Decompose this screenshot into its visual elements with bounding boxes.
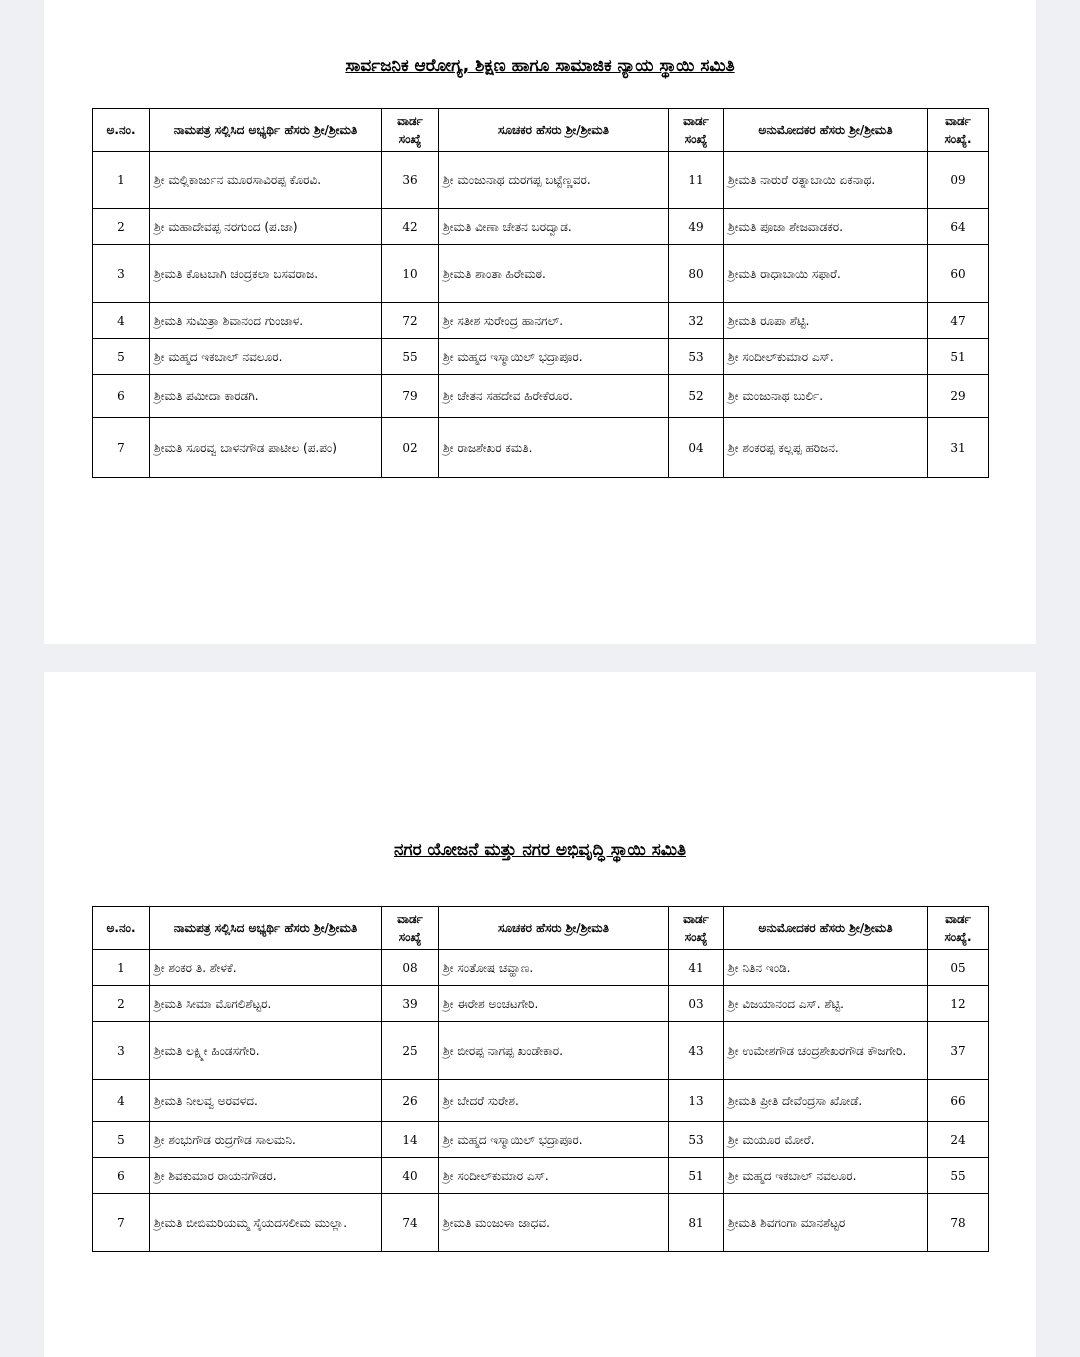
table-header-row: [93, 907, 989, 950]
proposer-cell: ಶ್ರೀ ಸಂತೋಷ ಚವ್ಹಾಣ.: [439, 950, 669, 986]
serial-cell: 5: [93, 339, 150, 375]
ward-cell: 80: [669, 245, 724, 303]
proposer-cell: ಶ್ರೀ ಬೀರಪ್ಪ ನಾಗಪ್ಪ ಖಂಡೇಕಾರ.: [439, 1022, 669, 1080]
ward-cell: 79: [382, 375, 439, 418]
proposer-cell: ಶ್ರೀ ಮಹ್ಮದ ಇಸ್ಮಾಯಿಲ್ ಭದ್ರಾಪೂರ.: [439, 1122, 669, 1158]
table-row: [93, 1158, 989, 1194]
serial-cell: 6: [93, 375, 150, 418]
header-ward: ವಾರ್ಡ ಸಂಖ್ಯೆ: [669, 109, 724, 152]
seconder-cell: ಶ್ರೀ ವಿಜಯಾನಂದ ಎಸ್. ಶೆಟ್ಟಿ.: [724, 986, 928, 1022]
ward-cell: 51: [669, 1158, 724, 1194]
ward-cell: 81: [669, 1194, 724, 1252]
table-row: [93, 986, 989, 1022]
proposer-cell: ಶ್ರೀ ರಾಜಶೇಖರ ಕಮತಿ.: [439, 418, 669, 478]
header-ward: ವಾರ್ಡ ಸಂಖ್ಯೆ: [669, 907, 724, 950]
ward-cell: 60: [928, 245, 989, 303]
ward-cell: 24: [928, 1122, 989, 1158]
table-row: [93, 303, 989, 339]
table-row: [93, 1194, 989, 1252]
ward-cell: 40: [382, 1158, 439, 1194]
candidate-cell: ಶ್ರೀಮತಿ ಬೀಬಿಮರಿಯಮ್ಮ ಸೈಯದಸಲೀಮ ಮುಲ್ಲಾ.: [150, 1194, 382, 1252]
table-row: [93, 245, 989, 303]
seconder-cell: ಶ್ರೀ ಉಮೇಶಗೌಡ ಚಂದ್ರಶೇಖರಗೌಡ ಕೌಜಗೇರಿ.: [724, 1022, 928, 1080]
seconder-cell: ಶ್ರೀ ಮಹ್ಮದ ಇಕಬಾಲ್ ನವಲೂರ.: [724, 1158, 928, 1194]
serial-cell: 6: [93, 1158, 150, 1194]
candidate-cell: ಶ್ರೀ ಶಂಭುಗೌಡ ರುದ್ರಗೌಡ ಸಾಲಮನಿ.: [150, 1122, 382, 1158]
seconder-cell: ಶ್ರೀಮತಿ ನಾರುರೆ ರತ್ನಾಬಾಯಿ ಏಕನಾಥ.: [724, 152, 928, 209]
header-serial: ಅ.ನಂ.: [93, 109, 150, 152]
seconder-cell: ಶ್ರೀಮತಿ ರೂಪಾ ಶೆಟ್ಟಿ.: [724, 303, 928, 339]
candidate-cell: ಶ್ರೀ ಶಂಕರ ತಿ. ಶೇಳಕೆ.: [150, 950, 382, 986]
header-ward: ವಾರ್ಡ ಸಂಖ್ಯೆ.: [928, 109, 989, 152]
seconder-cell: ಶ್ರೀಮತಿ ಪೂಜಾ ಶೇಜವಾಡಕರ.: [724, 209, 928, 245]
table-row: [93, 339, 989, 375]
table-row: [93, 1080, 989, 1122]
header-seconder: ಅನುಮೋದಕರ ಹೆಸರು ಶ್ರೀ/ಶ್ರೀಮತಿ: [724, 109, 928, 152]
ward-cell: 05: [928, 950, 989, 986]
seconder-cell: ಶ್ರೀ ಶಂಕರಪ್ಪ ಕಲ್ಲಪ್ಪ ಹರಿಜನ.: [724, 418, 928, 478]
ward-cell: 13: [669, 1080, 724, 1122]
candidate-cell: ಶ್ರೀಮತಿ ಸುಮಿತ್ರಾ ಶಿವಾನಂದ ಗುಂಜಾಳ.: [150, 303, 382, 339]
candidate-cell: ಶ್ರೀಮತಿ ಸೂರವ್ವ ಬಾಳನಗೌಡ ಪಾಟೀಲ (ಪ.ಪಂ): [150, 418, 382, 478]
ward-cell: 39: [382, 986, 439, 1022]
ward-cell: 02: [382, 418, 439, 478]
ward-cell: 29: [928, 375, 989, 418]
proposer-cell: ಶ್ರೀ ಸತೀಶ ಸುರೇಂದ್ರ ಹಾನಗಲ್.: [439, 303, 669, 339]
serial-cell: 1: [93, 152, 150, 209]
ward-cell: 42: [382, 209, 439, 245]
ward-cell: 72: [382, 303, 439, 339]
table-row: [93, 1122, 989, 1158]
seconder-cell: ಶ್ರೀ ಮಂಜುನಾಥ ಬುರ್ಲಿ.: [724, 375, 928, 418]
ward-cell: 51: [928, 339, 989, 375]
ward-cell: 55: [928, 1158, 989, 1194]
seconder-cell: ಶ್ರೀಮತಿ ರಾಧಾಬಾಯಿ ಸಫಾರೆ.: [724, 245, 928, 303]
proposer-cell: ಶ್ರೀಮತಿ ಮಂಜುಳಾ ಜಾಧವ.: [439, 1194, 669, 1252]
header-candidate: ನಾಮಪತ್ರ ಸಲ್ಲಿಸಿದ ಅಭ್ಯರ್ಥಿ ಹೆಸರು ಶ್ರೀ/ಶ್ರೀಮತಿ: [150, 109, 382, 152]
ward-cell: 49: [669, 209, 724, 245]
ward-cell: 26: [382, 1080, 439, 1122]
seconder-cell: ಶ್ರೀ ನಿತಿನ ಇಂಡಿ.: [724, 950, 928, 986]
table-row: [93, 950, 989, 986]
header-ward: ವಾರ್ಡ ಸಂಖ್ಯೆ.: [928, 907, 989, 950]
header-proposer: ಸೂಚಕರ ಹೆಸರು ಶ್ರೀ/ಶ್ರೀಮತಿ: [439, 907, 669, 950]
ward-cell: 09: [928, 152, 989, 209]
ward-cell: 14: [382, 1122, 439, 1158]
header-ward: ವಾರ್ಡ ಸಂಖ್ಯೆ: [382, 907, 439, 950]
proposer-cell: ಶ್ರೀ ಮಂಜುನಾಥ ದುರಗಪ್ಪ ಬಟ್ಟೆಣ್ಣವರ.: [439, 152, 669, 209]
ward-cell: 25: [382, 1022, 439, 1080]
candidate-cell: ಶ್ರೀ ಶಿವಕುಮಾರ ರಾಯನಗೌಡರ.: [150, 1158, 382, 1194]
header-candidate: ನಾಮಪತ್ರ ಸಲ್ಲಿಸಿದ ಅಭ್ಯರ್ಥಿ ಹೆಸರು ಶ್ರೀ/ಶ್ರೀಮತಿ: [150, 907, 382, 950]
ward-cell: 37: [928, 1022, 989, 1080]
header-serial: ಅ.ನಂ.: [93, 907, 150, 950]
table-row: [93, 152, 989, 209]
proposer-cell: ಶ್ರೀ ಈರೇಶ ಅಂಚಟಗೇರಿ.: [439, 986, 669, 1022]
proposer-cell: ಶ್ರೀಮತಿ ಶಾಂತಾ ಹಿರೇಮಠ.: [439, 245, 669, 303]
serial-cell: 3: [93, 245, 150, 303]
seconder-cell: ಶ್ರೀ ಮಯೂರ ಮೋರೆ.: [724, 1122, 928, 1158]
serial-cell: 4: [93, 1080, 150, 1122]
committee-title-urban-planning: ನಗರ ಯೋಜನೆ ಮತ್ತು ನಗರ ಅಭಿವೃದ್ಧಿ ಸ್ಥಾಯಿ ಸಮಿತಿ: [393, 840, 687, 860]
ward-cell: 78: [928, 1194, 989, 1252]
serial-cell: 7: [93, 1194, 150, 1252]
table-header-row: [93, 109, 989, 152]
candidate-cell: ಶ್ರೀ ಮಹ್ಮದ ಇಕಬಾಲ್ ನವಲೂರ.: [150, 339, 382, 375]
ward-cell: 08: [382, 950, 439, 986]
proposer-cell: ಶ್ರೀ ಬೇದರೆ ಸುರೇಶ.: [439, 1080, 669, 1122]
serial-cell: 2: [93, 209, 150, 245]
committee-table-health-education: [92, 108, 989, 478]
table-row: [93, 375, 989, 418]
ward-cell: 55: [382, 339, 439, 375]
candidate-cell: ಶ್ರೀ ಮಹಾದೇವಪ್ಪ ನರಗುಂದ (ಪ.ಜಾ): [150, 209, 382, 245]
ward-cell: 41: [669, 950, 724, 986]
committee-title-health-education: ಸಾರ್ವಜನಿಕ ಆರೋಗ್ಯ, ಶಿಕ್ಷಣ ಹಾಗೂ ಸಾಮಾಜಿಕ ನ್ಯಾಯ ಸ್ಥಾಯಿ ಸಮಿತಿ: [345, 56, 735, 76]
ward-cell: 12: [928, 986, 989, 1022]
serial-cell: 7: [93, 418, 150, 478]
seconder-cell: ಶ್ರೀಮತಿ ಶಿವಗಂಗಾ ಮಾನಶೆಟ್ಟರ: [724, 1194, 928, 1252]
header-seconder: ಅನುಮೋದಕರ ಹೆಸರು ಶ್ರೀ/ಶ್ರೀಮತಿ: [724, 907, 928, 950]
candidate-cell: ಶ್ರೀಮತಿ ಸೀಮಾ ಮೊಗಲಿಶೆಟ್ಟರ.: [150, 986, 382, 1022]
ward-cell: 47: [928, 303, 989, 339]
proposer-cell: ಶ್ರೀ ಚೇತನ ಸಹದೇವ ಹಿರೇಕೆರೂರ.: [439, 375, 669, 418]
header-ward: ವಾರ್ಡ ಸಂಖ್ಯೆ: [382, 109, 439, 152]
ward-cell: 74: [382, 1194, 439, 1252]
candidate-cell: ಶ್ರೀಮತಿ ಕೊಟಬಾಗಿ ಚಂದ್ರಕಲಾ ಬಸವರಾಜ.: [150, 245, 382, 303]
serial-cell: 4: [93, 303, 150, 339]
serial-cell: 1: [93, 950, 150, 986]
table-row: [93, 1022, 989, 1080]
ward-cell: 66: [928, 1080, 989, 1122]
table-row: [93, 209, 989, 245]
candidate-cell: ಶ್ರೀಮತಿ ಲಕ್ಷ್ಮೀ ಹಿಂಡಸಗೇರಿ.: [150, 1022, 382, 1080]
seconder-cell: ಶ್ರೀ ಸಂದೀಲ್‌ಕುಮಾರ ಎಸ್.: [724, 339, 928, 375]
ward-cell: 43: [669, 1022, 724, 1080]
serial-cell: 2: [93, 986, 150, 1022]
seconder-cell: ಶ್ರೀಮತಿ ಪ್ರೀತಿ ದೇವೆಂದ್ರಸಾ ಖೋಡೆ.: [724, 1080, 928, 1122]
ward-cell: 52: [669, 375, 724, 418]
proposer-cell: ಶ್ರೀ ಸಂದೀಲ್‌ಕುಮಾರ ಎಸ್.: [439, 1158, 669, 1194]
ward-cell: 10: [382, 245, 439, 303]
ward-cell: 32: [669, 303, 724, 339]
candidate-cell: ಶ್ರೀ ಮಲ್ಲಿಕಾರ್ಜುನ ಮೂರಸಾವಿರಪ್ಪ ಕೊರವಿ.: [150, 152, 382, 209]
ward-cell: 03: [669, 986, 724, 1022]
committee-table-urban-planning: [92, 906, 989, 1252]
header-proposer: ಸೂಚಕರ ಹೆಸರು ಶ್ರೀ/ಶ್ರೀಮತಿ: [439, 109, 669, 152]
ward-cell: 31: [928, 418, 989, 478]
ward-cell: 04: [669, 418, 724, 478]
candidate-cell: ಶ್ರೀಮತಿ ನೀಲವ್ವ ಅರವಳದ.: [150, 1080, 382, 1122]
candidate-cell: ಶ್ರೀಮತಿ ಪಮೀದಾ ಕಾರಡಗಿ.: [150, 375, 382, 418]
ward-cell: 64: [928, 209, 989, 245]
proposer-cell: ಶ್ರೀಮತಿ ವೀಣಾ ಚೇತನ ಬರದ್ವಾಡ.: [439, 209, 669, 245]
ward-cell: 53: [669, 1122, 724, 1158]
ward-cell: 53: [669, 339, 724, 375]
proposer-cell: ಶ್ರೀ ಮಹ್ಮದ ಇಸ್ಮಾಯಿಲ್ ಭದ್ರಾಪೂರ.: [439, 339, 669, 375]
ward-cell: 11: [669, 152, 724, 209]
ward-cell: 36: [382, 152, 439, 209]
serial-cell: 5: [93, 1122, 150, 1158]
serial-cell: 3: [93, 1022, 150, 1080]
table-row: [93, 418, 989, 478]
